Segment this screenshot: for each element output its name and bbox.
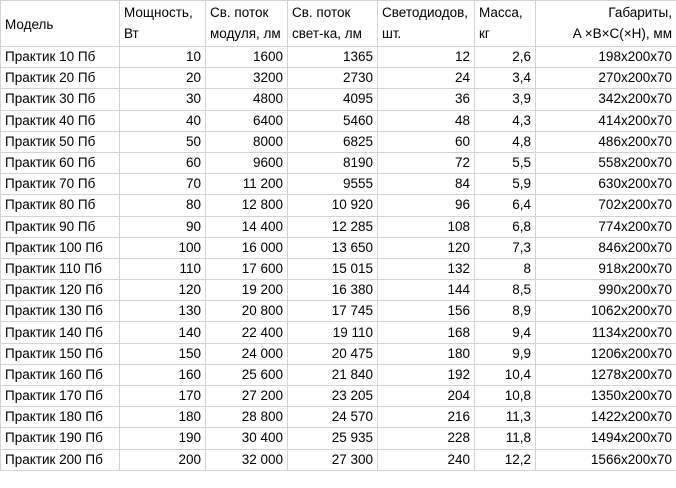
cell-flux-module[interactable]: 3200 [206, 68, 288, 89]
header-line: модуля, лм [210, 26, 281, 41]
cell-power[interactable]: 20 [120, 68, 206, 89]
cell-power[interactable]: 130 [120, 301, 206, 322]
cell-mass[interactable]: 6,4 [475, 195, 536, 216]
cell-flux-lamp[interactable]: 12 285 [288, 216, 378, 237]
cell-model[interactable]: Практик 140 Пб [1, 322, 120, 343]
table-row [1, 386, 676, 407]
cell-leds[interactable]: 216 [378, 407, 475, 428]
header-line: кг [479, 26, 490, 41]
cell-leds[interactable]: 120 [378, 237, 475, 258]
cell-flux-module[interactable]: 25 600 [206, 364, 288, 385]
cell-leds[interactable]: 72 [378, 152, 475, 173]
cell-dims[interactable]: 774x200x70 [536, 216, 676, 237]
table-row [1, 258, 676, 279]
cell-mass[interactable]: 5,9 [475, 174, 536, 195]
cell-dims[interactable]: 1422x200x70 [536, 407, 676, 428]
header-cell-leds[interactable] [378, 1, 475, 47]
cell-power[interactable]: 70 [120, 174, 206, 195]
header-line: Вт [124, 26, 139, 41]
cell-power[interactable]: 150 [120, 343, 206, 364]
header-cell-model[interactable] [1, 1, 120, 47]
cell-flux-lamp[interactable]: 13 650 [288, 237, 378, 258]
cell-leds[interactable]: 240 [378, 449, 475, 470]
cell-flux-lamp[interactable]: 27 300 [288, 449, 378, 470]
cell-model[interactable]: Практик 50 Пб [1, 131, 120, 152]
cell-flux-module[interactable]: 32 000 [206, 449, 288, 470]
table-row [1, 174, 676, 195]
header-cell-dims[interactable] [536, 1, 676, 47]
cell-power[interactable]: 190 [120, 428, 206, 449]
table-row [1, 237, 676, 258]
cell-model[interactable]: Практик 10 Пб [1, 47, 120, 68]
cell-dims[interactable]: 270x200x70 [536, 68, 676, 89]
header-line: свет-ка, лм [292, 26, 362, 41]
cell-leds[interactable]: 156 [378, 301, 475, 322]
cell-flux-module[interactable]: 22 400 [206, 322, 288, 343]
cell-power[interactable]: 170 [120, 386, 206, 407]
cell-dims[interactable]: 1134x200x70 [536, 322, 676, 343]
cell-flux-lamp[interactable]: 21 840 [288, 364, 378, 385]
cell-power[interactable]: 90 [120, 216, 206, 237]
cell-flux-module[interactable]: 30 400 [206, 428, 288, 449]
cell-dims[interactable]: 990x200x70 [536, 280, 676, 301]
cell-flux-module[interactable]: 17 600 [206, 258, 288, 279]
cell-dims[interactable]: 1062x200x70 [536, 301, 676, 322]
table-row [1, 47, 676, 68]
cell-mass[interactable]: 9,4 [475, 322, 536, 343]
cell-model[interactable]: Практик 180 Пб [1, 407, 120, 428]
table-row [1, 68, 676, 89]
cell-flux-lamp[interactable]: 9555 [288, 174, 378, 195]
cell-flux-lamp[interactable]: 6825 [288, 131, 378, 152]
cell-dims[interactable]: 558x200x70 [536, 152, 676, 173]
cell-flux-module[interactable]: 28 800 [206, 407, 288, 428]
cell-power[interactable]: 80 [120, 195, 206, 216]
cell-dims[interactable]: 1350x200x70 [536, 386, 676, 407]
cell-mass[interactable]: 10,4 [475, 364, 536, 385]
cell-leds[interactable]: 24 [378, 68, 475, 89]
cell-dims[interactable]: 1566x200x70 [536, 449, 676, 470]
cell-power[interactable]: 200 [120, 449, 206, 470]
cell-leds[interactable]: 48 [378, 110, 475, 131]
cell-flux-module[interactable]: 27 200 [206, 386, 288, 407]
cell-model[interactable]: Практик 170 Пб [1, 386, 120, 407]
header-line: Модель [5, 16, 54, 32]
cell-mass[interactable]: 10,8 [475, 386, 536, 407]
header-line: Мощность, [124, 5, 193, 20]
cell-mass[interactable]: 8,9 [475, 301, 536, 322]
cell-power[interactable]: 140 [120, 322, 206, 343]
cell-dims[interactable]: 342x200x70 [536, 89, 676, 110]
cell-flux-module[interactable]: 6400 [206, 110, 288, 131]
cell-flux-lamp[interactable]: 10 920 [288, 195, 378, 216]
cell-leds[interactable]: 204 [378, 386, 475, 407]
cell-dims[interactable]: 702x200x70 [536, 195, 676, 216]
cell-model[interactable]: Практик 80 Пб [1, 195, 120, 216]
cell-flux-lamp[interactable]: 8190 [288, 152, 378, 173]
cell-model[interactable]: Практик 90 Пб [1, 216, 120, 237]
cell-leds[interactable]: 168 [378, 322, 475, 343]
cell-flux-module[interactable]: 19 200 [206, 280, 288, 301]
cell-flux-lamp[interactable]: 15 015 [288, 258, 378, 279]
cell-flux-lamp[interactable]: 19 110 [288, 322, 378, 343]
cell-flux-lamp[interactable]: 2730 [288, 68, 378, 89]
table-row [1, 343, 676, 364]
table-row [1, 110, 676, 131]
cell-mass[interactable]: 9,9 [475, 343, 536, 364]
cell-leds[interactable]: 108 [378, 216, 475, 237]
header-line: Св. поток [292, 5, 351, 20]
cell-model[interactable]: Практик 30 Пб [1, 89, 120, 110]
table-row [1, 364, 676, 385]
cell-dims[interactable]: 1494x200x70 [536, 428, 676, 449]
cell-leds[interactable]: 36 [378, 89, 475, 110]
header-line: Габариты, [608, 5, 672, 20]
table-row [1, 216, 676, 237]
cell-mass[interactable]: 4,8 [475, 131, 536, 152]
cell-flux-module[interactable]: 16 000 [206, 237, 288, 258]
cell-power[interactable]: 50 [120, 131, 206, 152]
cell-power[interactable]: 100 [120, 237, 206, 258]
cell-mass[interactable]: 8,5 [475, 280, 536, 301]
table-row [1, 449, 676, 470]
header-cell-flux-module[interactable] [206, 1, 288, 47]
header-line: Масса, [479, 5, 523, 20]
cell-model[interactable]: Практик 40 Пб [1, 110, 120, 131]
cell-model[interactable]: Практик 150 Пб [1, 343, 120, 364]
table-row [1, 301, 676, 322]
cell-leds[interactable]: 132 [378, 258, 475, 279]
cell-model[interactable]: Практик 160 Пб [1, 364, 120, 385]
cell-dims[interactable]: 1278x200x70 [536, 364, 676, 385]
cell-flux-lamp[interactable]: 16 380 [288, 280, 378, 301]
cell-mass[interactable]: 2,6 [475, 47, 536, 68]
cell-flux-module[interactable]: 24 000 [206, 343, 288, 364]
cell-model[interactable]: Практик 100 Пб [1, 237, 120, 258]
table-row [1, 131, 676, 152]
cell-model[interactable]: Практик 110 Пб [1, 258, 120, 279]
header-cell-flux-lamp[interactable] [288, 1, 378, 47]
cell-mass[interactable]: 6,8 [475, 216, 536, 237]
table-row [1, 195, 676, 216]
cell-model[interactable]: Практик 120 Пб [1, 280, 120, 301]
cell-mass[interactable]: 11,3 [475, 407, 536, 428]
cell-leds[interactable]: 228 [378, 428, 475, 449]
header-cell-mass[interactable] [475, 1, 536, 47]
header-line: Св. поток [210, 5, 269, 20]
cell-mass[interactable]: 5,5 [475, 152, 536, 173]
cell-flux-lamp[interactable]: 1365 [288, 47, 378, 68]
cell-leds[interactable]: 96 [378, 195, 475, 216]
header-cell-power[interactable] [120, 1, 206, 47]
cell-flux-lamp[interactable]: 20 475 [288, 343, 378, 364]
cell-dims[interactable]: 198x200x70 [536, 47, 676, 68]
table-row [1, 152, 676, 173]
cell-power[interactable]: 160 [120, 364, 206, 385]
cell-flux-lamp[interactable]: 4095 [288, 89, 378, 110]
cell-leds[interactable]: 60 [378, 131, 475, 152]
cell-power[interactable]: 120 [120, 280, 206, 301]
cell-flux-lamp[interactable]: 5460 [288, 110, 378, 131]
header-line: Светодиодов, [382, 5, 469, 20]
cell-flux-module[interactable]: 12 800 [206, 195, 288, 216]
cell-mass[interactable]: 3,4 [475, 68, 536, 89]
table-row [1, 407, 676, 428]
cell-flux-module[interactable]: 8000 [206, 131, 288, 152]
cell-flux-module[interactable]: 4800 [206, 89, 288, 110]
cell-flux-lamp[interactable]: 25 935 [288, 428, 378, 449]
cell-leds[interactable]: 12 [378, 47, 475, 68]
cell-leds[interactable]: 192 [378, 364, 475, 385]
cell-model[interactable]: Практик 20 Пб [1, 68, 120, 89]
cell-flux-lamp[interactable]: 17 745 [288, 301, 378, 322]
cell-mass[interactable]: 8 [475, 258, 536, 279]
cell-leds[interactable]: 144 [378, 280, 475, 301]
table-row [1, 89, 676, 110]
table-row [1, 322, 676, 343]
cell-dims[interactable]: 1206x200x70 [536, 343, 676, 364]
cell-power[interactable]: 180 [120, 407, 206, 428]
cell-dims[interactable]: 414x200x70 [536, 110, 676, 131]
cell-flux-lamp[interactable]: 23 205 [288, 386, 378, 407]
cell-dims[interactable]: 630x200x70 [536, 174, 676, 195]
cell-mass[interactable]: 4,3 [475, 110, 536, 131]
header-line: A ×B×C(×H), мм [572, 26, 672, 41]
cell-model[interactable]: Практик 190 Пб [1, 428, 120, 449]
table-body [1, 1, 676, 471]
cell-mass[interactable]: 3,9 [475, 89, 536, 110]
cell-dims[interactable]: 846x200x70 [536, 237, 676, 258]
cell-flux-module[interactable]: 1600 [206, 47, 288, 68]
cell-power[interactable]: 30 [120, 89, 206, 110]
cell-mass[interactable]: 12,2 [475, 449, 536, 470]
cell-model[interactable]: Практик 60 Пб [1, 152, 120, 173]
cell-dims[interactable]: 486x200x70 [536, 131, 676, 152]
cell-power[interactable]: 40 [120, 110, 206, 131]
cell-model[interactable]: Практик 130 Пб [1, 301, 120, 322]
cell-leds[interactable]: 84 [378, 174, 475, 195]
cell-mass[interactable]: 7,3 [475, 237, 536, 258]
cell-flux-module[interactable]: 14 400 [206, 216, 288, 237]
cell-flux-module[interactable]: 9600 [206, 152, 288, 173]
cell-flux-module[interactable]: 20 800 [206, 301, 288, 322]
header-row [1, 1, 676, 47]
cell-leds[interactable]: 180 [378, 343, 475, 364]
table-row [1, 280, 676, 301]
cell-flux-lamp[interactable]: 24 570 [288, 407, 378, 428]
cell-mass[interactable]: 11,8 [475, 428, 536, 449]
cell-model[interactable]: Практик 70 Пб [1, 174, 120, 195]
cell-power[interactable]: 10 [120, 47, 206, 68]
cell-dims[interactable]: 918x200x70 [536, 258, 676, 279]
cell-model[interactable]: Практик 200 Пб [1, 449, 120, 470]
cell-power[interactable]: 110 [120, 258, 206, 279]
table-row [1, 428, 676, 449]
header-line: шт. [382, 26, 402, 41]
cell-power[interactable]: 60 [120, 152, 206, 173]
cell-flux-module[interactable]: 11 200 [206, 174, 288, 195]
